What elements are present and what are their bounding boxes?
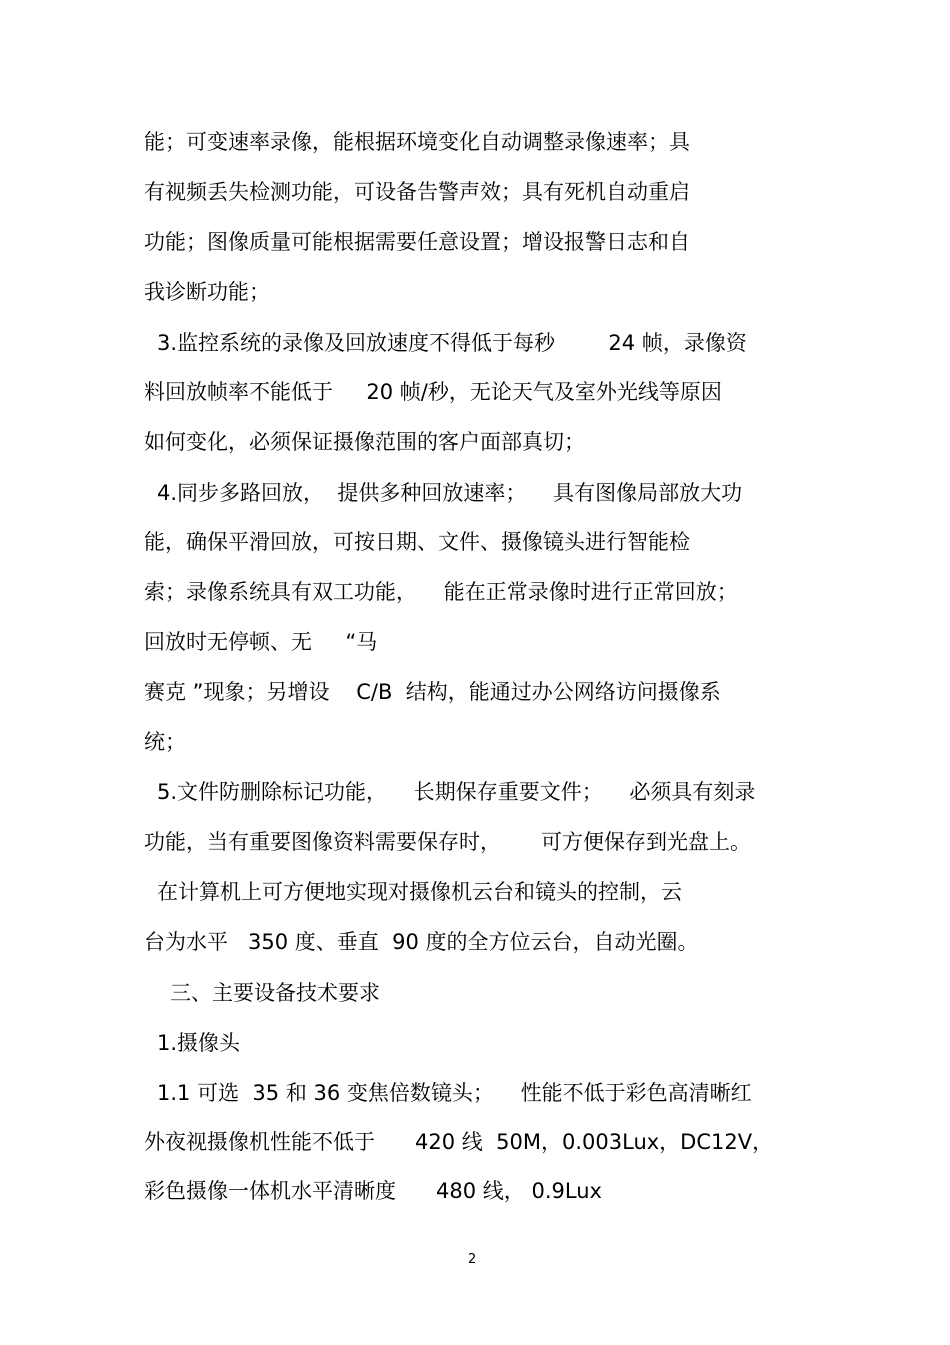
text-line: 索；录像系统具有双工功能， 能在正常录像时进行正常回放； — [144, 580, 738, 604]
text-line: 能；可变速率录像，能根据环境变化自动调整录像速率；具 — [144, 130, 690, 154]
text-line: 外夜视摄像机性能不低于 420 线 50M，0.003Lux，DC12V， — [144, 1130, 774, 1154]
text-line: 3.监控系统的录像及回放速度不得低于每秒 24 帧，录像资 — [157, 331, 747, 355]
text-line: 功能，当有重要图像资料需要保存时， 可方便保存到光盘上。 — [144, 830, 752, 854]
text-line: 赛克 ”现象；另增设 C/B 结构，能通过办公网络访问摄像系 — [144, 680, 721, 704]
text-line: 4.同步多路回放， 提供多种回放速率； 具有图像局部放大功 — [157, 481, 743, 505]
text-line: 有视频丢失检测功能，可设备告警声效；具有死机自动重启 — [144, 180, 690, 204]
text-line: 台为水平 350 度、垂直 90 度的全方位云台，自动光圈。 — [144, 930, 699, 954]
text-line: 料回放帧率不能低于 20 帧/秒，无论天气及室外光线等原因 — [144, 380, 722, 404]
text-line: 回放时无停顿、无 “马 — [144, 630, 378, 654]
text-line: 5.文件防删除标记功能， 长期保存重要文件； 必须具有刻录 — [157, 780, 756, 804]
text-line: 统； — [144, 730, 186, 754]
section-heading: 三、主要设备技术要求 — [170, 981, 380, 1005]
text-line: 功能；图像质量可能根据需要任意设置；增设报警日志和自 — [144, 230, 690, 254]
text-line: 我诊断功能； — [144, 280, 270, 304]
text-line: 能，确保平滑回放，可按日期、文件、摄像镜头进行智能检 — [144, 530, 690, 554]
text-line: 彩色摄像一体机水平清晰度 480 线， 0.9Lux — [144, 1179, 602, 1203]
text-line: 在计算机上可方便地实现对摄像机云台和镜头的控制，云 — [157, 880, 682, 904]
text-line: 1.1 可选 35 和 36 变焦倍数镜头； 性能不低于彩色高清晰红 — [157, 1081, 752, 1105]
text-line: 如何变化，必须保证摄像范围的客户面部真切； — [144, 430, 585, 454]
text-line: 1.摄像头 — [157, 1031, 241, 1055]
page-number: 2 — [468, 1252, 477, 1267]
